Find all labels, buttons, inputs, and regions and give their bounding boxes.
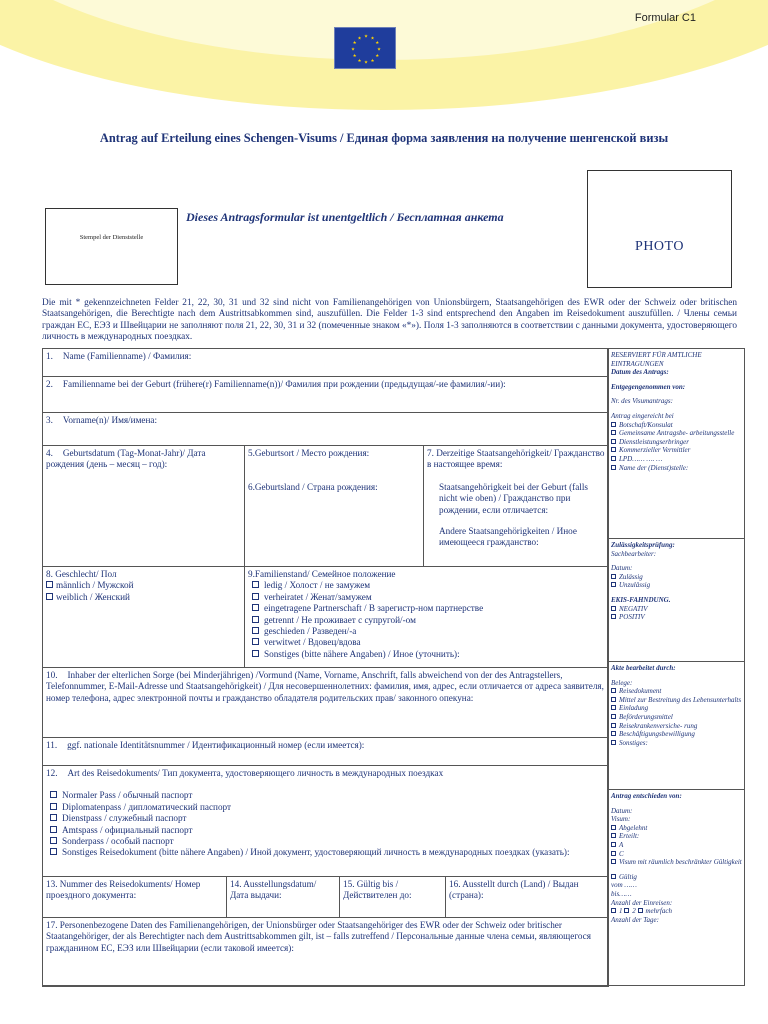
sidebar-option[interactable] (611, 850, 742, 859)
doc-type-label: Normaler Pass / обычный паспорт (62, 790, 193, 801)
checkbox-icon[interactable] (611, 874, 616, 879)
field-9-label: 9.Familienstand/ Семейное положение (248, 569, 396, 579)
checkbox-icon[interactable] (638, 908, 643, 913)
sidebar-valid-from: vom …… (611, 881, 637, 890)
marital-option-label: verwitwet / Вдовец/вдова (264, 637, 361, 648)
photo-box[interactable]: PHOTO (587, 170, 732, 288)
sidebar-admissibility-block (608, 539, 745, 662)
sidebar-option[interactable] (611, 730, 742, 739)
doc-type-label: Sonderpass / особый паспорт (62, 836, 174, 847)
sidebar-option[interactable] (611, 464, 742, 473)
sidebar-option-label: Unzulässig (619, 581, 651, 590)
field-number: 11. (46, 740, 58, 750)
checkbox-icon[interactable] (252, 581, 259, 588)
field-label: 16. Ausstellt durch (Land) / Выдан (страна): (449, 879, 579, 901)
field-label: Art des Reisedokuments/ Тип документа, удостоверяющего личность в международных поездках (67, 768, 444, 778)
sidebar-option-label: POSITIV (619, 613, 645, 622)
sidebar-option-label: Einladung (619, 704, 649, 713)
checkbox-icon[interactable] (46, 593, 53, 600)
sidebar-option-label: Visum mit räumlich beschränkter Gültigkeit (619, 858, 742, 867)
sidebar-decision-block (608, 790, 745, 987)
checkbox-icon[interactable] (611, 430, 616, 435)
sidebar-received-by: Entgegengenommen von: (611, 382, 686, 391)
checkbox-icon[interactable] (46, 581, 53, 588)
field-11-national-id[interactable] (42, 737, 609, 766)
sidebar-option-label: Kommerzieller Vermittler (619, 446, 691, 455)
field-14-issue-date[interactable] (226, 876, 340, 918)
stamp-box: Stempel der Dienststelle (45, 208, 178, 285)
sidebar-option-label: Gültig (619, 872, 637, 881)
sidebar-processed-by: Akte bearbeitet durch: (611, 664, 676, 672)
field-7-birth-nationality: Staatsangehörigkeit bei der Geburt (falls nicht wie oben) / Гражданство при рождении, если отличается: (439, 481, 588, 515)
marital-option[interactable] (248, 649, 605, 660)
sidebar-option-label: Sonstiges: (619, 738, 648, 747)
field-number: 10. (46, 670, 58, 680)
sidebar-documents: Belege: (611, 678, 633, 687)
checkbox-icon[interactable] (611, 697, 616, 702)
checkbox-icon[interactable] (611, 833, 616, 838)
doc-type-label: Amtspass / официальный паспорт (62, 824, 193, 835)
sidebar-option[interactable] (611, 739, 742, 748)
field-7-other-nationality: Andere Staatsangehörigkeiten / Иное имеющееся гражданство: (439, 526, 577, 548)
sidebar-valid-until: bis…… (611, 889, 632, 898)
sidebar-option[interactable] (611, 613, 742, 622)
sidebar-submitted-at: Antrag eingereicht bei (611, 411, 674, 420)
field-12-document-type[interactable] (42, 765, 609, 877)
flag-star: ★ (363, 33, 369, 39)
checkbox-icon[interactable] (50, 837, 57, 844)
checkbox-icon[interactable] (611, 731, 616, 736)
sex-option-male[interactable] (46, 580, 241, 591)
sidebar-visa-number: Nr. des Visumantrags: (611, 397, 673, 406)
checkbox-icon[interactable] (50, 803, 57, 810)
field-8-sex[interactable] (42, 566, 245, 668)
checkbox-icon[interactable] (611, 851, 616, 856)
checkbox-icon[interactable] (252, 627, 259, 634)
sidebar-days: Anzahl der Tage: (611, 915, 659, 924)
field-label: 13. Nummer des Reisedokuments/ Номер проездного документа: (46, 879, 201, 901)
field-1-surname[interactable] (42, 348, 609, 377)
sex-male-label: männlich / Мужской (56, 580, 134, 591)
sidebar-option[interactable] (611, 704, 742, 713)
checkbox-icon[interactable] (611, 439, 616, 444)
checkbox-icon[interactable] (611, 842, 616, 847)
sidebar-option-label: Beförderungsmittel (619, 712, 673, 721)
doc-type-label: Sonstiges Reisedokument (bitte nähere Angaben) / Иной документ, удостоверяющий личность в международных поездках (указать): (62, 847, 570, 858)
field-16-issued-by[interactable] (445, 876, 609, 918)
sidebar-option-label: Dienstleistungserbringer (619, 437, 689, 446)
flag-star: ★ (376, 46, 382, 52)
checkbox-icon[interactable] (611, 465, 616, 470)
field-6-label: 6.Geburtsland / Страна рождения: (248, 482, 378, 493)
field-label: 17. Personenbezogene Daten des Familienangehörigen, der Unionsbürger oder Staatsangehöriger des EWR oder der Schweiz oder britischer Staatangehöriger, der als Berechtigter nach dem Austrittsabkommen gilt, ist – falls zutreffend / Персональные данные члена семьи, являющегося гражданином ЕС, ЕЭЗ или Швейцарии (если таковой имеется): (46, 920, 591, 953)
sidebar-option-label: C (619, 849, 624, 858)
marital-option-label: verheiratet / Женат/замужем (264, 591, 372, 602)
field-number: 2. (46, 379, 53, 389)
field-9-marital-status[interactable] (244, 566, 609, 668)
doc-type-label: Diplomatenpass / дипломатический паспорт (62, 801, 232, 812)
sidebar-admissibility: Zulässigkeitsprüfung: (611, 541, 675, 549)
flag-star: ★ (350, 46, 356, 52)
field-17-family-member-data[interactable] (42, 917, 609, 987)
sidebar-admissibility-date: Datum: (611, 564, 633, 573)
checkbox-icon[interactable] (611, 582, 616, 587)
doc-type-label: Dienstpass / служебный паспорт (62, 813, 187, 824)
checkbox-icon[interactable] (611, 456, 616, 461)
marital-option[interactable] (248, 603, 605, 614)
sidebar-option-label: Erteilt: (619, 832, 640, 841)
flag-star: ★ (352, 40, 357, 46)
entries-option-1: 1 (619, 907, 623, 916)
flag-star: ★ (375, 40, 380, 46)
sidebar-option-label: Reisedokument (619, 687, 662, 696)
marital-option-label: eingetragene Partnerschaft / В зарегистр-ном партнерстве (264, 603, 484, 614)
checkbox-icon[interactable] (252, 650, 259, 657)
sidebar-handler: Sachbearbeiter: (611, 549, 657, 558)
field-10-guardian[interactable] (42, 667, 609, 738)
applicant-form (42, 348, 608, 986)
sidebar-option[interactable] (611, 438, 742, 447)
checkbox-icon[interactable] (252, 616, 259, 623)
checkbox-icon[interactable] (50, 791, 57, 798)
sidebar-ekis: EKIS-FAHNDUNG. (611, 595, 671, 604)
sidebar-processing-block (608, 662, 745, 790)
field-7-label: 7. Derzeitige Staatsangehörigkeit/ Гражданство в настоящее время: (427, 448, 605, 470)
flag-star: ★ (375, 53, 380, 59)
checkbox-icon[interactable] (611, 422, 616, 427)
sidebar-option[interactable] (611, 713, 742, 722)
sidebar-option[interactable] (611, 722, 742, 731)
sidebar-option[interactable] (611, 696, 742, 705)
checkbox-icon[interactable] (252, 593, 259, 600)
form-title: Antrag auf Erteilung eines Schengen-Visums / Единая форма заявления на получение шенгенской визы (99, 131, 669, 145)
sidebar-option[interactable] (611, 687, 742, 696)
checkbox-icon[interactable] (611, 714, 616, 719)
official-use-sidebar (608, 348, 745, 986)
checkbox-icon[interactable] (252, 638, 259, 645)
field-number: 4. (46, 448, 53, 458)
sidebar-option[interactable] (611, 455, 742, 464)
flag-star: ★ (357, 35, 362, 41)
marital-option-label: Sonstiges (bitte nähere Angaben) / Иное (уточнить): (264, 648, 460, 659)
marital-option[interactable] (248, 626, 605, 637)
sidebar-option-label: Botschaft/Konsulat (619, 420, 673, 429)
sidebar-decision-date: Datum: (611, 806, 633, 815)
doc-type-option[interactable] (46, 802, 605, 813)
checkbox-icon[interactable] (611, 447, 616, 452)
field-number: 3. (46, 415, 53, 425)
field-label: Vorname(n)/ Имя/имена: (62, 415, 158, 425)
entries-option-2: 2 (632, 907, 636, 916)
sidebar-option-label: LPD…… …. … (619, 454, 663, 463)
sidebar-option-label: Abgelehnt (619, 823, 648, 832)
marital-option-label: geschieden / Разведен/-а (264, 626, 357, 637)
checkbox-icon[interactable] (611, 705, 616, 710)
field-15-valid-until[interactable] (339, 876, 446, 918)
checkbox-icon[interactable] (252, 604, 259, 611)
sidebar-option-label: Gemeinsame Antragsbe- arbeitungsstelle (619, 429, 735, 438)
doc-type-option[interactable] (46, 847, 605, 858)
doc-type-option[interactable] (46, 813, 605, 824)
checkbox-icon[interactable] (611, 908, 616, 913)
checkbox-icon[interactable] (50, 814, 57, 821)
field-number: 1. (46, 351, 53, 361)
checkbox-icon[interactable] (611, 614, 616, 619)
flag-star: ★ (370, 35, 375, 41)
doc-type-option[interactable] (46, 836, 605, 847)
sidebar-visa: Visum: (611, 815, 631, 824)
sidebar-option[interactable] (611, 573, 742, 582)
field-2-birth-name[interactable] (42, 376, 609, 413)
checkbox-icon[interactable] (50, 826, 57, 833)
sidebar-option-label: A (619, 840, 624, 849)
sidebar-option[interactable] (611, 605, 742, 614)
field-4-date-of-birth[interactable] (42, 445, 245, 567)
marital-option[interactable] (248, 615, 605, 626)
sidebar-entries: Anzahl der Einreisen: (611, 898, 673, 907)
field-label: ggf. nationale Identitätsnummer / Идентификационный номер (если имеется): (67, 740, 365, 750)
doc-type-option[interactable] (46, 825, 605, 836)
sidebar-option[interactable] (611, 429, 742, 438)
sidebar-option-label: Reisekrankenversiche- rung (619, 721, 698, 730)
doc-type-option[interactable] (46, 790, 605, 801)
field-8-label: 8. Geschlecht/ Пол (46, 569, 117, 579)
intro-text: Die mit * gekennzeichneten Felder 21, 22, 30, 31 und 32 sind nicht von Familienangehörigen von Unionsbürgern, Staatsangehörigen des EWR oder der Schweiz oder britischen Staatsangehörigen, die Berechtigte nach dem Austrittsabkommen sind, auszufüllen. Die Felder 1-3 sind entsprechend den Angaben im Reisedokument auszufüllen. / Члены семьи граждан ЕС, ЕЭЗ и Швейцарии не заполняют поля 21, 22, 30, 31 и 32 (помеченные знаком «*»). Поля 1-3 заполняются в соответствии с данными документа, удостоверяющего личность в международных поездках. (42, 298, 737, 343)
flag-star: ★ (363, 59, 369, 65)
sidebar-option-label: Name der (Dienst)stelle: (619, 463, 689, 472)
sidebar-option-label: Zulässig (619, 572, 643, 581)
checkbox-icon[interactable] (611, 688, 616, 693)
sidebar-option[interactable] (611, 824, 742, 833)
marital-option-label: getrennt / Не проживает с супругой/-ом (264, 614, 416, 625)
field-label: Geburtsdatum (Tag-Monat-Jahr)/ Дата рождения (день – месяц – год): (46, 448, 206, 470)
field-label: Inhaber der elterlichen Sorge (bei Minderjährigen) /Vormund (Name, Vorname, Anschrift, falls abweichend von der des Antragstellers, Telefonnummer, E-Mail-Adresse und Staatsangehörigkeit) / Для несовершеннолетних: фамилия, имя, адрес, если отличается от адреса заявителя, номер телефона, адрес электронной почты и гражданство обладателя родительских прав/ законного опекуна: (46, 670, 604, 703)
sidebar-option[interactable] (611, 832, 742, 841)
field-label: 14. Ausstellungsdatum/ Дата выдачи: (230, 879, 317, 901)
sidebar-option-label: NEGATIV (619, 604, 648, 613)
sidebar-decision: Antrag entschieden von: (611, 792, 682, 800)
checkbox-icon[interactable] (611, 606, 616, 611)
sidebar-application-block (608, 349, 745, 539)
checkbox-icon[interactable] (611, 825, 616, 830)
sidebar-option[interactable] (611, 581, 742, 590)
checkbox-icon[interactable] (624, 908, 629, 913)
flag-star: ★ (352, 53, 357, 59)
sidebar-option-label: Mittel zur Bestreitung des Lebensunterhalts (619, 695, 742, 704)
entries-option-multiple: mehrfach (645, 907, 672, 916)
eu-flag-icon (334, 27, 396, 69)
sidebar-entries-options (611, 907, 742, 916)
sidebar-option[interactable] (611, 858, 742, 867)
checkbox-icon[interactable] (611, 740, 616, 745)
checkbox-icon[interactable] (50, 848, 57, 855)
eu-flag-stars (335, 28, 397, 70)
checkbox-icon[interactable] (611, 723, 616, 728)
field-7-nationality[interactable] (423, 445, 609, 567)
flag-star: ★ (357, 57, 362, 63)
field-13-document-number[interactable] (42, 876, 227, 918)
field-label: Name (Familienname) / Фамилия: (62, 351, 192, 361)
field-label: Familienname bei der Geburt (frühere(r) Familienname(n))/ Фамилия при рождении (предыдущая/-ие фамилия/-ии): (62, 379, 506, 389)
marital-option[interactable] (248, 580, 605, 591)
sex-option-female[interactable] (46, 592, 241, 603)
sidebar-option[interactable] (611, 841, 742, 850)
field-5-label: 5.Geburtsort / Место рождения: (248, 448, 370, 458)
sidebar-option[interactable] (611, 446, 742, 455)
sidebar-option[interactable] (611, 873, 742, 882)
field-label: 15. Gültig bis / Действителен до: (343, 879, 412, 901)
sidebar-date-of-application: Datum des Antrags: (611, 368, 669, 377)
sidebar-option[interactable] (611, 421, 742, 430)
marital-option[interactable] (248, 592, 605, 603)
field-number: 12. (46, 768, 58, 778)
field-5-6-birthplace[interactable] (244, 445, 424, 567)
sidebar-option-label: Beschäftigungsbewilligung (619, 730, 695, 739)
marital-option[interactable] (248, 637, 605, 648)
sidebar-reserved: RESERVIERT FÜR AMTLICHE EINTRAGUNGEN (611, 351, 702, 368)
checkbox-icon[interactable] (611, 574, 616, 579)
flag-star: ★ (370, 57, 375, 63)
sex-female-label: weiblich / Женский (56, 591, 130, 602)
form-code: Formular C1 (634, 12, 696, 24)
checkbox-icon[interactable] (611, 859, 616, 864)
free-of-charge-note: Dieses Antragsformular ist unentgeltlich / Бесплатная анкета (186, 210, 504, 224)
marital-option-label: ledig / Холост / не замужем (264, 580, 371, 591)
field-3-first-name[interactable] (42, 412, 609, 446)
